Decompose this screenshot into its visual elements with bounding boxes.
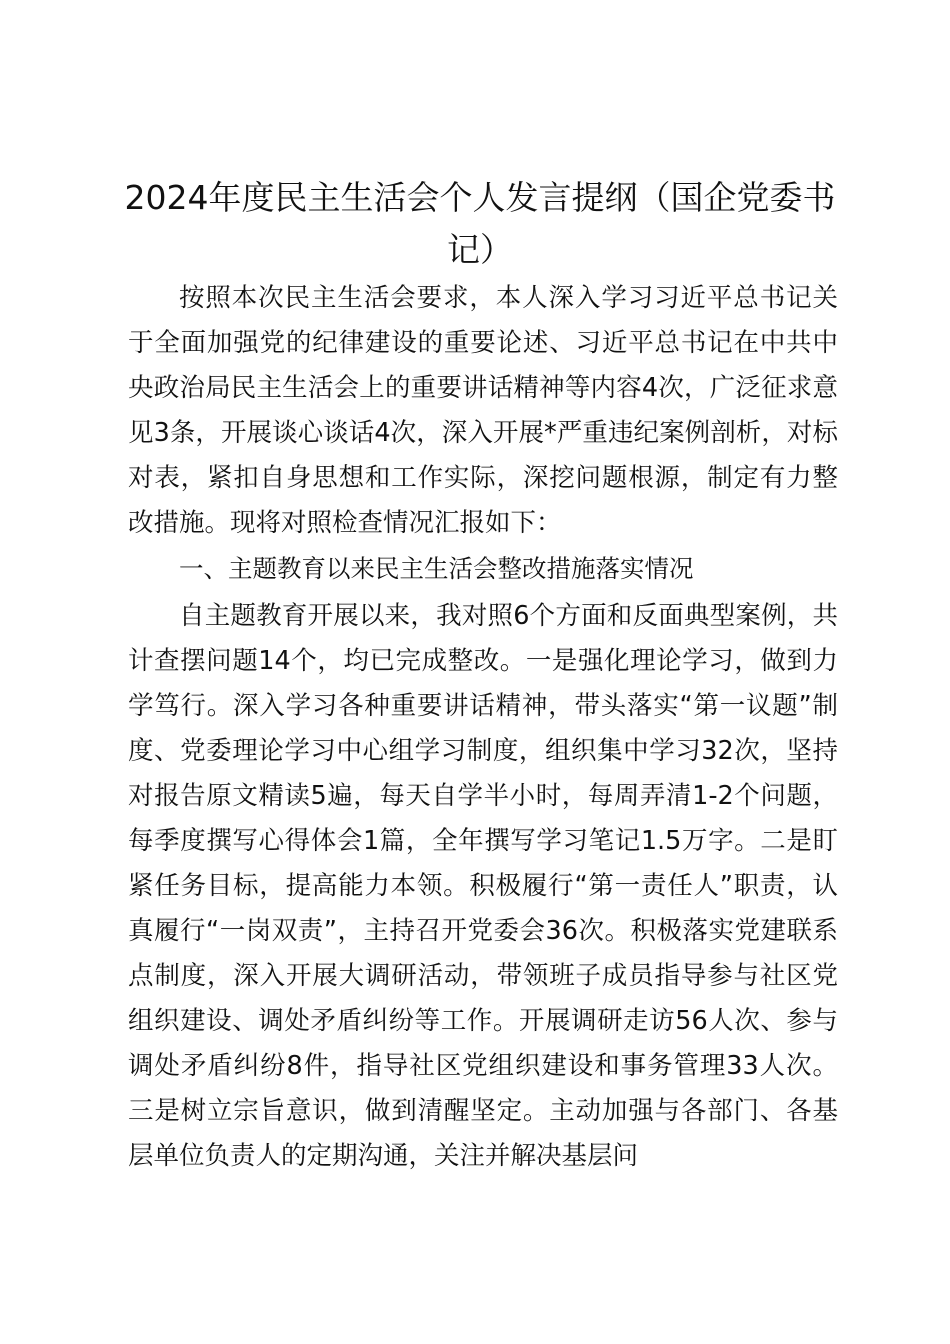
paragraph-rectification: 自主题教育开展以来，我对照6个方面和反面典型案例，共计查摆问题14个，均已完成整改。一是强化理论学习，做到力学笃行。深入学习各种重要讲话精神，带头落实“第一议题”制度、党委理论学习中心组学习制度，组织集中学习32次，坚持对报告原文精读5遍，每天自学半小时，每周弄清1-2个问题，每季度撰写心得体会1篇，全年撰写学习笔记1.5万字。二是盯紧任务目标，提高能力本领。积极履行“第一责任人”职责，认真履行“一岗双责”，主持召开党委会36次。积极落实党建联系点制度，深入开展大调研活动，带领班子成员指导参与社区党组织建设、调处矛盾纠纷等工作。开展调研走访56人次、参与调处矛盾纠纷8件，指导社区党组织建设和事务管理33人次。三是树立宗旨意识，做到清醒坚定。主动加强与各部门、各基层单位负责人的定期沟通，关注并解决基层问 (128, 601, 838, 1171)
paragraph-intro: 按照本次民主生活会要求，本人深入学习习近平总书记关于全面加强党的纪律建设的重要论述、习近平总书记在中共中央政治局民主生活会上的重要讲话精神等内容4次，广泛征求意见3条，开展谈心谈话4次，深入开展*严重违纪案例剖析，对标对表，紧扣自身思想和工作实际，深挖问题根源，制定有力整改措施。现将对照检查情况汇报如下： (128, 283, 838, 538)
section-heading: 一、主题教育以来民主生活会整改措施落实情况 (179, 554, 694, 583)
document-body (128, 276, 838, 1179)
document-title: 2024年度民主生活会个人发言提纲（国企党委书记） (124, 178, 836, 269)
